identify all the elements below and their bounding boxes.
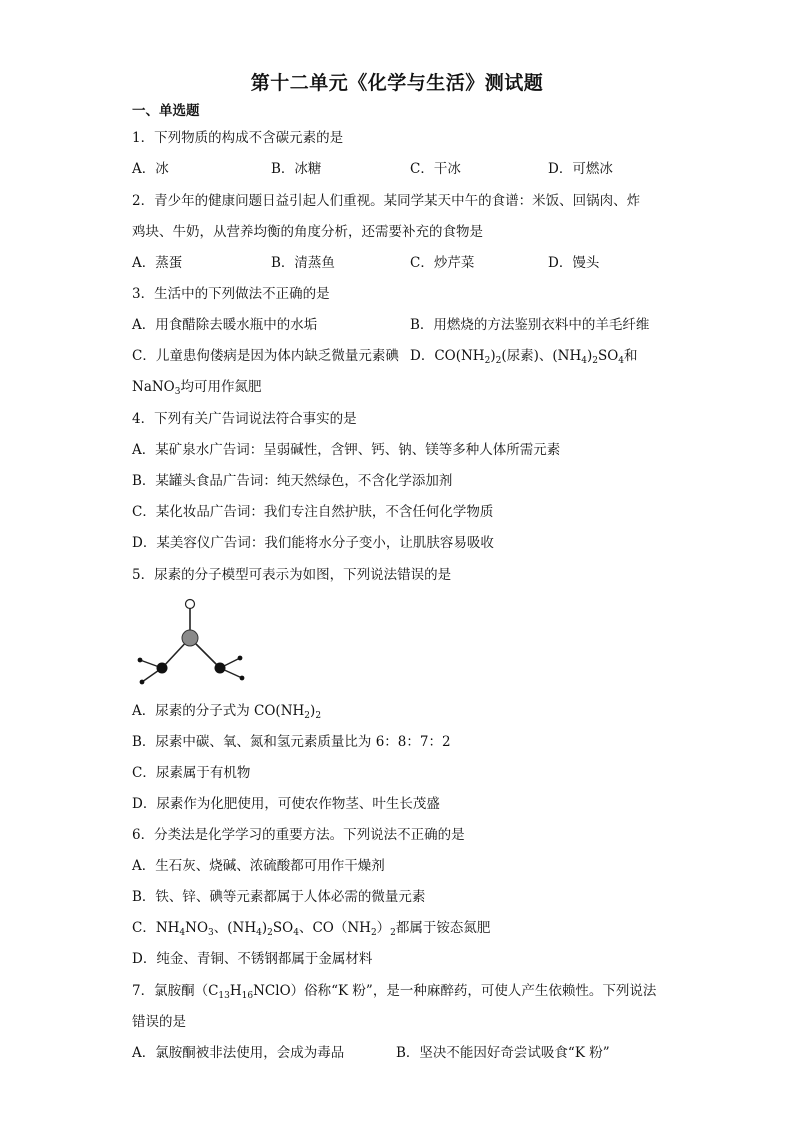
q1-option-c: C．干冰 xyxy=(410,161,461,177)
question-5-stem: 5．尿素的分子模型可表示为如图，下列说法错误的是 xyxy=(132,567,452,583)
hydrogen-atom xyxy=(140,680,145,685)
question-7-stem-line2: 错误的是 xyxy=(132,1014,186,1030)
q2-option-a: A．蒸蛋 xyxy=(132,255,183,271)
q1-option-b: B．冰糖 xyxy=(271,161,322,177)
hydrogen-atom xyxy=(240,676,245,681)
q7-option-b: B．坚决不能因好奇尝试吸食“K 粉” xyxy=(396,1045,610,1061)
q3-option-b: B．用燃烧的方法鉴别衣料中的羊毛纤维 xyxy=(410,317,650,333)
q3-option-a: A．用食醋除去暖水瓶中的水垢 xyxy=(132,317,318,333)
q2-option-b: B．清蒸鱼 xyxy=(271,255,335,271)
q3-option-d-line2: NaNO$_3$均可用作氮肥 xyxy=(132,379,262,397)
q1-option-a: A．冰 xyxy=(132,161,169,177)
q6-option-a: A．生石灰、烧碱、浓硫酸都可用作干燥剂 xyxy=(132,858,385,874)
q2-option-d: D．馒头 xyxy=(548,255,600,271)
q5-option-c: C．尿素属于有机物 xyxy=(132,765,251,781)
question-7-stem-line1: 7．氯胺酮$(C_{13}H_{16}NClO)$俗称“K 粉”，是一种麻醉药，可使人产生依赖性。下列说法 xyxy=(132,983,657,1001)
q3-option-d: D．$CO(NH_2)_2$(尿素)、$(NH_4)_2SO_4$和 xyxy=(410,348,638,366)
q6-option-b: B．铁、锌、碘等元素都属于人体必需的微量元素 xyxy=(132,889,426,905)
q1-option-d: D．可燃冰 xyxy=(548,161,613,177)
question-3-stem: 3．生活中的下列做法不正确的是 xyxy=(132,286,330,302)
q3-option-c: C．儿童患佝偻病是因为体内缺乏微量元素碘 xyxy=(132,348,399,364)
q2-option-c: C．炒芹菜 xyxy=(410,255,475,271)
question-2-stem-line1: 2．青少年的健康问题日益引起人们重视。某同学某天中午的食谱：米饭、回锅肉、炸 xyxy=(132,193,641,209)
section-heading: 一、单选题 xyxy=(132,103,200,119)
oxygen-atom xyxy=(186,600,195,609)
q5-option-b: B．尿素中碳、氧、氮和氢元素质量比为 6：8：7：2 xyxy=(132,734,451,750)
q4-option-a: A．某矿泉水广告词：呈弱碱性，含钾、钙、钠、镁等多种人体所需元素 xyxy=(132,442,561,458)
q7-option-a: A．氯胺酮被非法使用，会成为毒品 xyxy=(132,1045,345,1061)
question-2-stem-line2: 鸡块、牛奶，从营养均衡的角度分析，还需要补充的食物是 xyxy=(132,224,483,240)
hydrogen-atom xyxy=(238,656,243,661)
q5-option-d: D．尿素作为化肥使用，可使农作物茎、叶生长茂盛 xyxy=(132,796,440,812)
nitrogen-atom-right xyxy=(215,663,226,674)
q4-option-c: C．某化妆品广告词：我们专注自然护肤，不含任何化学物质 xyxy=(132,504,494,520)
page-title: 第十二单元《化学与生活》测试题 xyxy=(250,72,544,94)
question-1-stem: 1．下列物质的构成不含碳元素的是 xyxy=(132,130,344,146)
carbon-atom xyxy=(182,630,198,646)
q6-option-d: D．纯金、青铜、不锈钢都属于金属材料 xyxy=(132,951,373,967)
q4-option-d: D．某美容仪广告词：我们能将水分子变小，让肌肤容易吸收 xyxy=(132,535,494,551)
q5-option-a: A．尿素的分子式为 $CO(NH_2)_2$ xyxy=(132,703,322,721)
q6-option-c: C．$NH_4NO_3$、$(NH_4)_2SO_4$、$CO(NH_2)_2$都属于铵态氮肥 xyxy=(132,920,491,938)
question-4-stem: 4．下列有关广告词说法符合事实的是 xyxy=(132,411,357,427)
urea-molecule-model xyxy=(132,592,252,692)
question-6-stem: 6．分类法是化学学习的重要方法。下列说法不正确的是 xyxy=(132,827,465,843)
nitrogen-atom-left xyxy=(157,663,168,674)
hydrogen-atom xyxy=(138,658,143,663)
q4-option-b: B．某罐头食品广告词：纯天然绿色，不含化学添加剂 xyxy=(132,473,453,489)
